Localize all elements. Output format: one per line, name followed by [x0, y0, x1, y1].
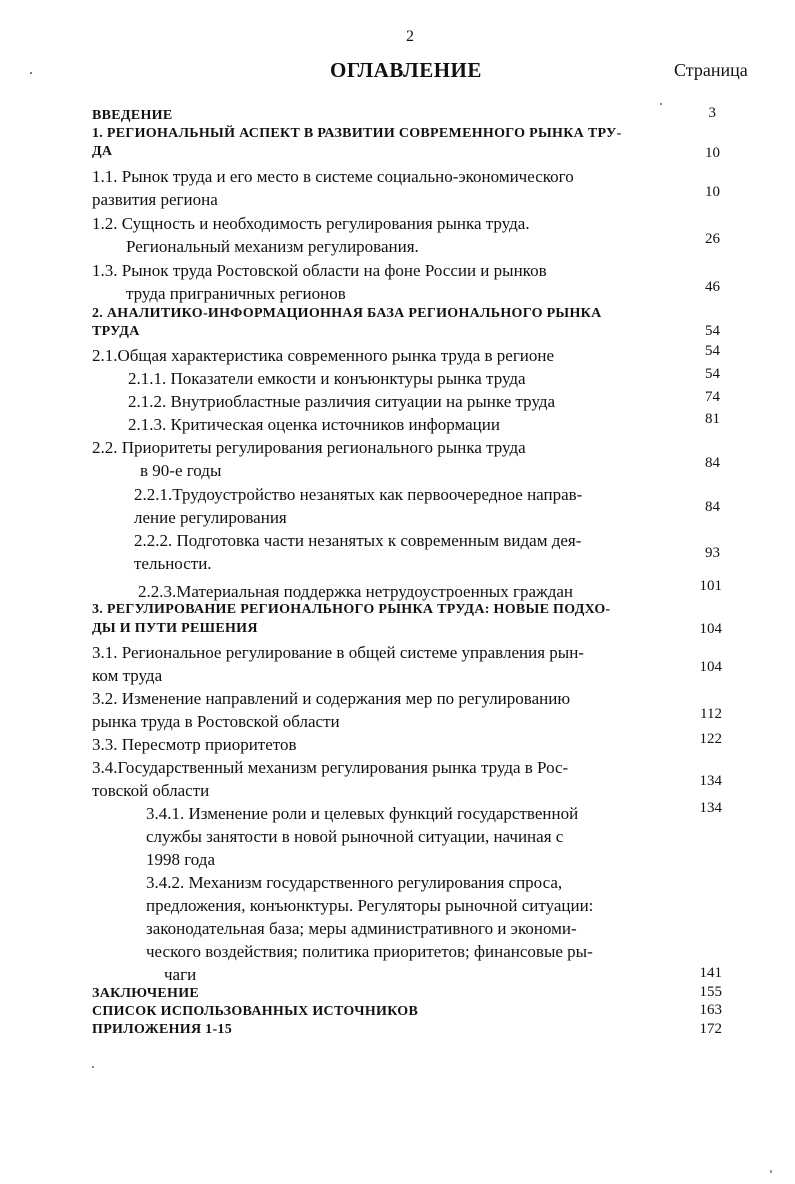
- toc-entry-page: 10: [705, 184, 720, 200]
- page-column-header: Страница: [674, 60, 748, 80]
- toc-entry-text: 2.2. Приоритеты регулирования регионального рынка труда: [92, 438, 526, 457]
- toc-entry-page: 54: [705, 366, 720, 382]
- toc-entry-page: 10: [705, 145, 720, 161]
- toc-entry-page: 84: [705, 499, 720, 515]
- toc-entry-text: ДЫ И ПУТИ РЕШЕНИЯ: [92, 621, 258, 636]
- toc-entry-page: 46: [705, 279, 720, 295]
- toc-entry-text: службы занятости в новой рыночной ситуации, начиная с: [146, 827, 564, 846]
- toc-entry-page: 81: [705, 411, 720, 427]
- toc-entry-text: 2.1.1. Показатели емкости и конъюнктуры рынка труда: [128, 369, 526, 388]
- page-number: 2: [406, 28, 414, 45]
- toc-entry-page: 134: [699, 800, 722, 816]
- toc-entry-page: 54: [705, 343, 720, 359]
- toc-entry-text: ЗАКЛЮЧЕНИЕ: [92, 986, 200, 1001]
- toc-entry-text: рынка труда в Ростовской области: [92, 712, 340, 731]
- toc-entry-page: 172: [699, 1021, 722, 1037]
- scan-speck: [30, 72, 32, 74]
- toc-entry-text: 3.2. Изменение направлений и содержания мер по регулированию: [92, 689, 571, 708]
- toc-entry-text: Региональный механизм регулирования.: [126, 237, 419, 256]
- scan-speck: [92, 1066, 94, 1068]
- toc-entry-page: 93: [705, 545, 720, 561]
- toc-entry-text: 3.4.Государственный механизм регулирования рынка труда в Рос-: [92, 758, 569, 777]
- toc-entry-text: 2. АНАЛИТИКО-ИНФОРМАЦИОННАЯ БАЗА РЕГИОНАЛЬНОГО РЫНКА: [92, 306, 602, 321]
- toc-entry-page: 54: [705, 323, 720, 339]
- toc-entry-text: ческого воздействия; политика приоритетов; финансовые ры-: [146, 942, 593, 961]
- toc-entry-text: 3. РЕГУЛИРОВАНИЕ РЕГИОНАЛЬНОГО РЫНКА ТРУДА: НОВЫЕ ПОДХО-: [92, 602, 611, 617]
- toc-entry-page: 84: [705, 455, 720, 471]
- toc-entry-text: 1.1. Рынок труда и его место в системе социально-экономического: [92, 167, 574, 186]
- toc-entry-text: развития региона: [92, 190, 218, 209]
- toc-entry-page: 3: [708, 105, 716, 121]
- toc-entry-page: 74: [705, 389, 720, 405]
- toc-entry-text: ПРИЛОЖЕНИЯ 1-15: [92, 1022, 233, 1037]
- toc-entry-text: ление регулирования: [134, 508, 287, 527]
- toc-entry-page: 26: [705, 231, 720, 247]
- toc-entry-text: 2.1.2. Внутриобластные различия ситуации на рынке труда: [128, 392, 556, 411]
- toc-entry-text: ДА: [92, 144, 113, 159]
- toc-entry-text: 2.2.2. Подготовка части незанятых к современным видам дея-: [134, 531, 582, 550]
- toc-entry-text: 1.3. Рынок труда Ростовской области на фоне России и рынков: [92, 261, 547, 280]
- toc-entry-text: 3.4.2. Механизм государственного регулирования спроса,: [146, 873, 563, 892]
- toc-entry-text: тельности.: [134, 554, 212, 573]
- toc-entry-text: в 90-е годы: [140, 461, 222, 480]
- toc-entry-text: ТРУДА: [92, 324, 140, 339]
- page-title: ОГЛАВЛЕНИЕ: [330, 58, 482, 82]
- toc-entry-text: 2.1.Общая характеристика современного рынка труда в регионе: [92, 346, 555, 365]
- toc-entry-text: 1. РЕГИОНАЛЬНЫЙ АСПЕКТ В РАЗВИТИИ СОВРЕМЕННОГО РЫНКА ТРУ-: [92, 126, 622, 141]
- toc-entry-page: 155: [699, 984, 722, 1000]
- toc-entry-page: 134: [699, 773, 722, 789]
- toc-entry-text: 3.4.1. Изменение роли и целевых функций государственной: [146, 804, 579, 823]
- toc-entry-text: законодательная база; меры административного и экономи-: [146, 919, 577, 938]
- toc-entry-text: СПИСОК ИСПОЛЬЗОВАННЫХ ИСТОЧНИКОВ: [92, 1004, 419, 1019]
- toc-entry-text: ком труда: [92, 666, 163, 685]
- toc-entry-page: 104: [699, 621, 722, 637]
- toc-entry-text: 2.2.1.Трудоустройство незанятых как первоочередное направ-: [134, 485, 583, 504]
- toc-entry-page: 122: [699, 731, 722, 747]
- toc-entry-text: предложения, конъюнктуры. Регуляторы рыночной ситуации:: [146, 896, 594, 915]
- toc-entry-text: 3.1. Региональное регулирование в общей системе управления рын-: [92, 643, 584, 662]
- toc-entry-text: 2.1.3. Критическая оценка источников информации: [128, 415, 500, 434]
- toc-entry-text: 2.2.3.Материальная поддержка нетрудоустроенных граждан: [138, 582, 574, 601]
- toc-entry-text: труда приграничных регионов: [126, 284, 346, 303]
- toc-entry-text: чаги: [164, 965, 197, 984]
- toc-entry-text: 1.2. Сущность и необходимость регулирования рынка труда.: [92, 214, 530, 233]
- scan-speck: [770, 1170, 772, 1173]
- toc-entry-text: 3.3. Пересмотр приоритетов: [92, 735, 297, 754]
- toc-entry-page: 101: [699, 578, 722, 594]
- toc-entry-page: 104: [699, 659, 722, 675]
- toc-entry-page: 163: [699, 1002, 722, 1018]
- toc-entry-page: 141: [699, 965, 722, 981]
- toc-entry-text: товской области: [92, 781, 210, 800]
- toc-entry-text: 1998 года: [146, 850, 216, 869]
- toc-entry-page: 112: [700, 706, 722, 722]
- scan-speck: [660, 103, 662, 105]
- toc-entry-text: ВВЕДЕНИЕ: [92, 108, 173, 123]
